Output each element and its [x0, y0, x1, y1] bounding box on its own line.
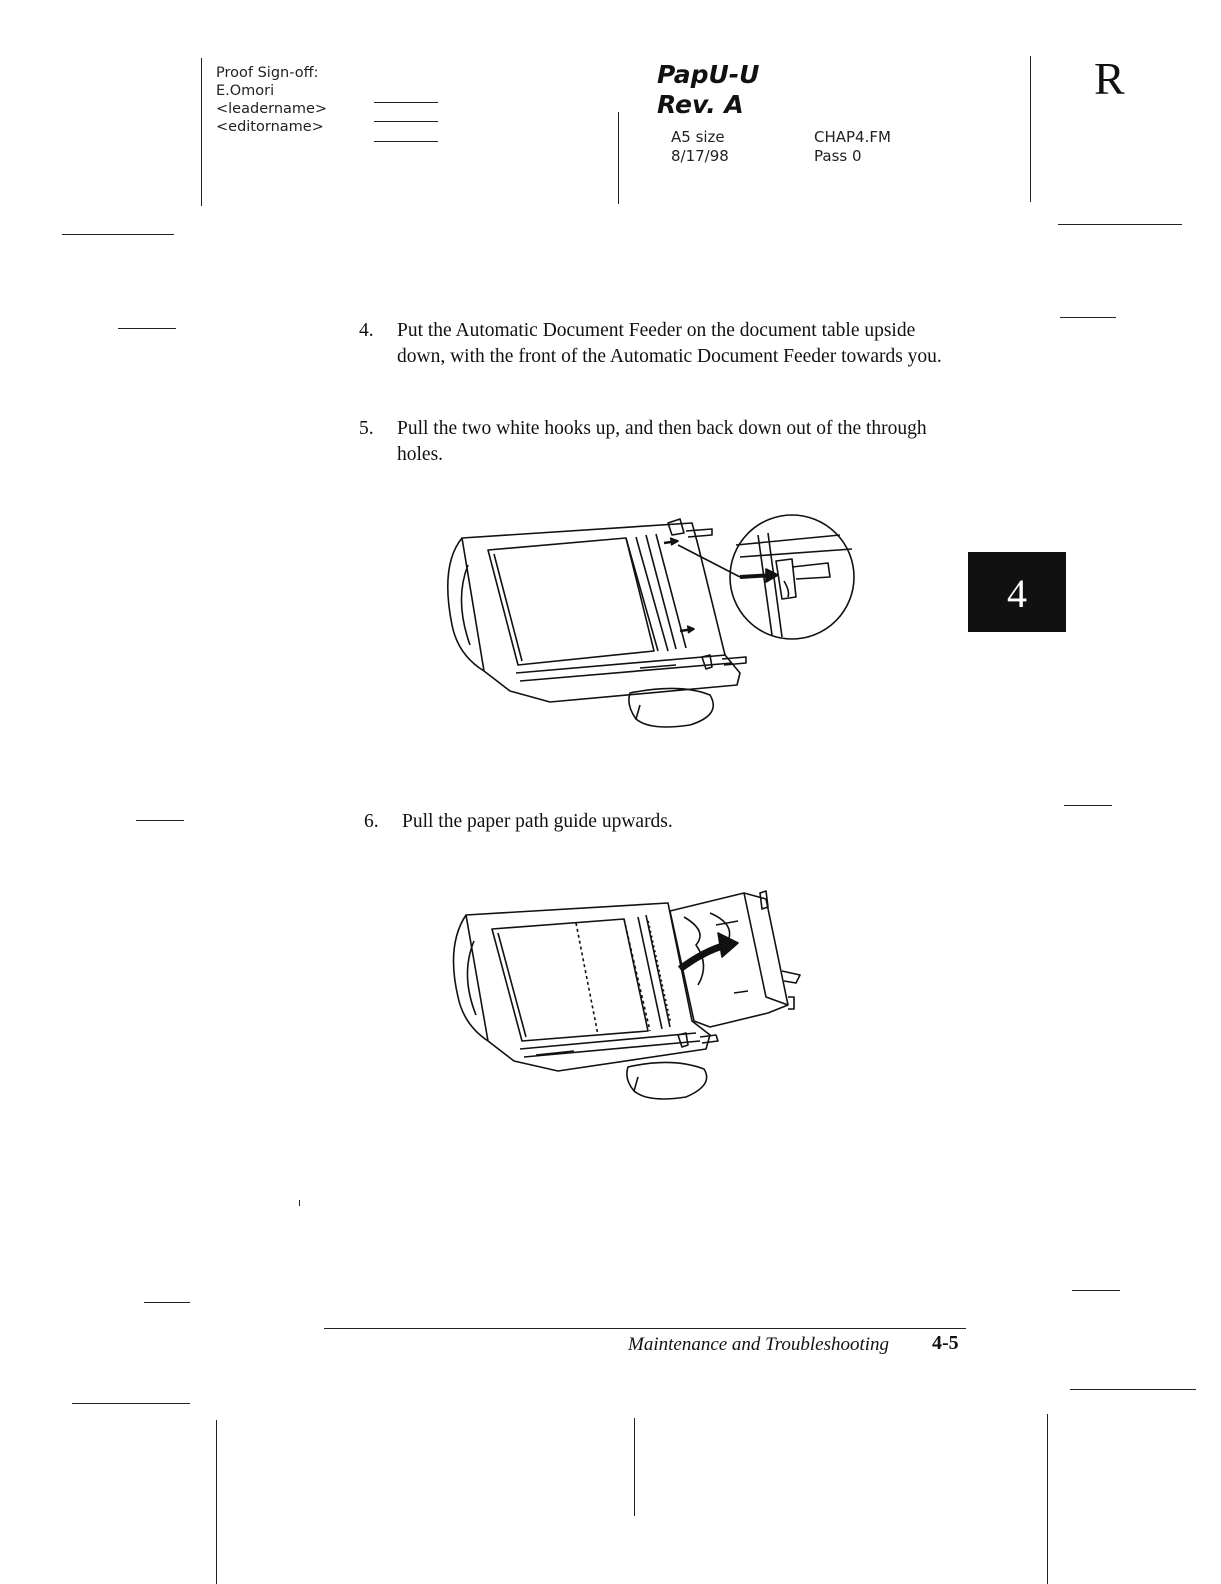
- signature-line: [374, 141, 438, 142]
- adf-paper-guide-illustration-icon: [448, 885, 818, 1110]
- crop-mark: [62, 234, 174, 235]
- crop-mark: [1064, 805, 1112, 806]
- document-title: [657, 60, 759, 120]
- crop-mark: [618, 112, 619, 204]
- product-name: PapU-U: [657, 60, 760, 89]
- crop-mark: [201, 58, 202, 206]
- proof-line: E.Omori: [216, 83, 275, 99]
- footer-rule: [324, 1328, 966, 1329]
- doc-file: CHAP4.FM: [814, 128, 891, 146]
- doc-size: A5 size: [671, 128, 725, 146]
- crop-mark: [72, 1403, 190, 1404]
- crop-mark: [144, 1302, 190, 1303]
- proof-line: Proof Sign-off:: [216, 65, 319, 81]
- step-text: Pull the paper path guide upwards.: [402, 811, 673, 832]
- crop-mark: [118, 328, 176, 329]
- revision: Rev. A: [657, 90, 744, 119]
- crop-mark: [1047, 1414, 1048, 1584]
- registration-mark: R: [1094, 53, 1125, 104]
- crop-mark: [1072, 1290, 1120, 1291]
- crop-mark: [216, 1420, 217, 1584]
- proof-line: <leadername>: [216, 101, 328, 117]
- crop-mark: [136, 820, 184, 821]
- step-number: 5.: [359, 418, 374, 439]
- proof-signoff: [216, 64, 327, 136]
- signature-line: [374, 121, 438, 122]
- signature-line: [374, 102, 438, 103]
- step-text: Put the Automatic Document Feeder on the document table upside down, with the front of the Automatic Document Feeder towards you.: [397, 320, 942, 367]
- proof-line: <editorname>: [216, 119, 324, 135]
- stray-mark: [299, 1200, 300, 1206]
- crop-mark: [634, 1418, 635, 1516]
- crop-mark: [1030, 56, 1031, 202]
- crop-mark: [1070, 1389, 1196, 1390]
- chapter-tab: [968, 552, 1066, 632]
- step-number: 4.: [359, 320, 374, 341]
- doc-date: 8/17/98: [671, 147, 729, 165]
- doc-pass: Pass 0: [814, 147, 862, 165]
- adf-hooks-illustration-icon: [440, 505, 870, 735]
- step-number: 6.: [364, 811, 379, 832]
- step-text: Pull the two white hooks up, and then back down out of the through holes.: [397, 418, 927, 465]
- page-number: 4-5: [932, 1332, 959, 1354]
- footer-section-title: Maintenance and Troubleshooting: [628, 1334, 890, 1355]
- chapter-number: 4: [1007, 571, 1027, 616]
- crop-mark: [1060, 317, 1116, 318]
- crop-mark: [1058, 224, 1182, 225]
